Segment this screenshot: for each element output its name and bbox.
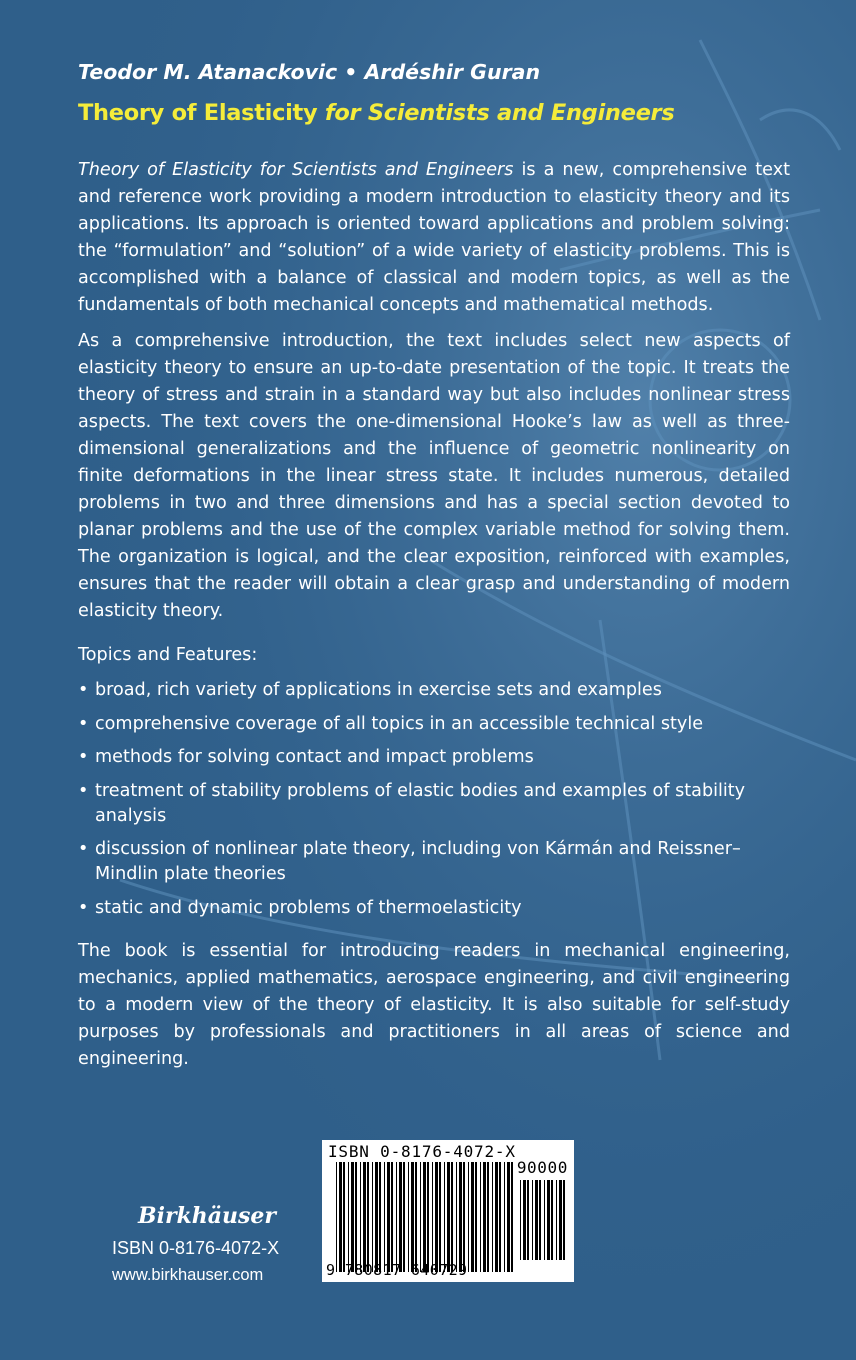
description-paragraph-1 — [78, 157, 790, 319]
barcode-bar — [563, 1180, 565, 1260]
barcode-bar — [348, 1162, 349, 1272]
barcode-bar — [527, 1180, 529, 1260]
barcode-bar — [511, 1162, 513, 1272]
barcode-bar — [343, 1162, 345, 1272]
barcode-isbn: ISBN 0-8176-4072-X — [328, 1142, 516, 1161]
barcode-bar — [456, 1162, 457, 1272]
barcode-bar — [447, 1162, 450, 1272]
barcode-bar — [396, 1162, 397, 1272]
barcode-bar — [551, 1180, 553, 1260]
barcode-bar — [499, 1162, 501, 1272]
barcode-bar — [360, 1162, 361, 1272]
barcode-bar — [415, 1162, 417, 1272]
bullet-icon: • — [78, 897, 89, 918]
paragraph1-text: is a new, comprehensive text and reference work providing a modern introduction to elasticity theory and its applications. Its approach is oriented toward applications and problem solving: the “formulation” and “solution” of a wide variety of elasticity problems. This is accomplished with a balance of classical and modern topics, as well as the fundamentals of both mechanical concepts and mathematical methods. — [78, 160, 791, 315]
barcode-bar — [547, 1180, 550, 1260]
title-italic: for Scientists and Engineers — [324, 100, 675, 126]
list-item: • methods for solving contact and impact problems — [78, 745, 790, 770]
publisher-url: www.birkhauser.com — [112, 1266, 264, 1284]
barcode-bar — [556, 1180, 557, 1260]
bullet-icon: • — [78, 780, 89, 801]
barcode-bar — [471, 1162, 474, 1272]
barcode-bar — [387, 1162, 390, 1272]
description-paragraph-3: The book is essential for introducing readers in mechanical engineering, mechanics, applied mathematics, aerospace engineering, and civil engineering to a modern view of the theory of elasticity. It is also suitable for self-study purposes by professionals and practitioners in all areas of science and engineering. — [78, 941, 790, 1069]
barcode-bar — [459, 1162, 462, 1272]
barcode-bar — [367, 1162, 369, 1272]
barcode-bar — [444, 1162, 445, 1272]
barcode-price: 90000 — [516, 1158, 568, 1177]
title-regular: Theory of Elasticity — [78, 100, 325, 126]
barcode-bar — [532, 1180, 533, 1260]
list-item: • static and dynamic problems of thermoelasticity — [78, 896, 790, 921]
barcode-bar — [492, 1162, 493, 1272]
barcode-bar — [544, 1180, 545, 1260]
authors: Teodor M. Atanackovic • Ardéshir Guran — [78, 60, 541, 84]
barcode-bar — [432, 1162, 433, 1272]
list-item: • discussion of nonlinear plate theory, including von Kármán and Reissner–Mindlin plate theories — [78, 839, 741, 884]
barcode-bar — [408, 1162, 409, 1272]
barcode-bar — [384, 1162, 385, 1272]
bullet-icon: • — [78, 839, 89, 859]
barcode-bar — [336, 1162, 337, 1272]
barcode-bar — [504, 1162, 505, 1272]
barcode-bar — [423, 1162, 426, 1272]
list-item: • comprehensive coverage of all topics in an accessible technical style — [78, 712, 790, 737]
barcode-bar — [495, 1162, 498, 1272]
barcode-bar — [468, 1162, 469, 1272]
barcode-bar — [372, 1162, 373, 1272]
list-item: • treatment of stability problems of elastic bodies and examples of stability analysis — [78, 780, 746, 826]
barcode-bar — [483, 1162, 486, 1272]
barcode-bar — [487, 1162, 489, 1272]
barcode-bar — [375, 1162, 378, 1272]
topics-list — [78, 678, 790, 929]
bullet-icon: • — [78, 713, 89, 734]
barcode-bar — [355, 1162, 357, 1272]
barcode-bar — [379, 1162, 381, 1272]
publisher-isbn: ISBN 0-8176-4072-X — [112, 1238, 280, 1258]
barcode-bar — [451, 1162, 453, 1272]
topics-heading: Topics and Features: — [78, 645, 258, 665]
barcode-bar — [523, 1180, 526, 1260]
bullet-icon: • — [78, 747, 89, 767]
barcode-bar — [520, 1180, 521, 1260]
barcode-bar — [411, 1162, 414, 1272]
paragraph1-book-title: Theory of Elasticity for Scientists and Engineers — [78, 160, 514, 180]
barcode-bar — [539, 1180, 541, 1260]
barcode-digits: 9 780817 640729 — [326, 1261, 468, 1279]
barcode-bar — [535, 1180, 538, 1260]
book-title — [78, 100, 674, 126]
barcode-bar — [475, 1162, 477, 1272]
barcode-bar — [439, 1162, 441, 1272]
barcode-bar — [435, 1162, 438, 1272]
barcode-bar — [427, 1162, 429, 1272]
publisher-logo: Birkhäuser — [138, 1203, 277, 1229]
barcode-bar — [480, 1162, 481, 1272]
barcode-bar — [399, 1162, 402, 1272]
barcode-bar — [403, 1162, 405, 1272]
barcode-bar — [351, 1162, 354, 1272]
barcode — [322, 1140, 574, 1282]
barcode-bar — [420, 1162, 421, 1272]
barcode-bar — [391, 1162, 393, 1272]
barcode-bar — [463, 1162, 465, 1272]
barcode-bar — [363, 1162, 366, 1272]
description-paragraph-2: As a comprehensive introduction, the text includes select new aspects of elasticity theory to ensure an up-to-date presentation of the topic. It treats the theory of stress and strain in a standard way but also includes nonlinear stress aspects. The text covers the one-dimensional Hooke’s law as well as three-dimensional generalizations and the influence of geometric nonlinearity on finite deformations in the linear stress state. It includes numerous, detailed problems in two and three dimensions and has a special section devoted to planar problems and the use of the complex variable method for solving them. The organization is logical, and the clear exposition, reinforced with examples, ensures that the reader will obtain a clear grasp and understanding of modern elasticity theory. — [78, 331, 790, 621]
barcode-bar — [507, 1162, 510, 1272]
barcode-bar — [559, 1180, 562, 1260]
list-item: • broad, rich variety of applications in exercise sets and examples — [78, 678, 790, 703]
barcode-bar — [339, 1162, 342, 1272]
bullet-icon: • — [78, 680, 89, 700]
